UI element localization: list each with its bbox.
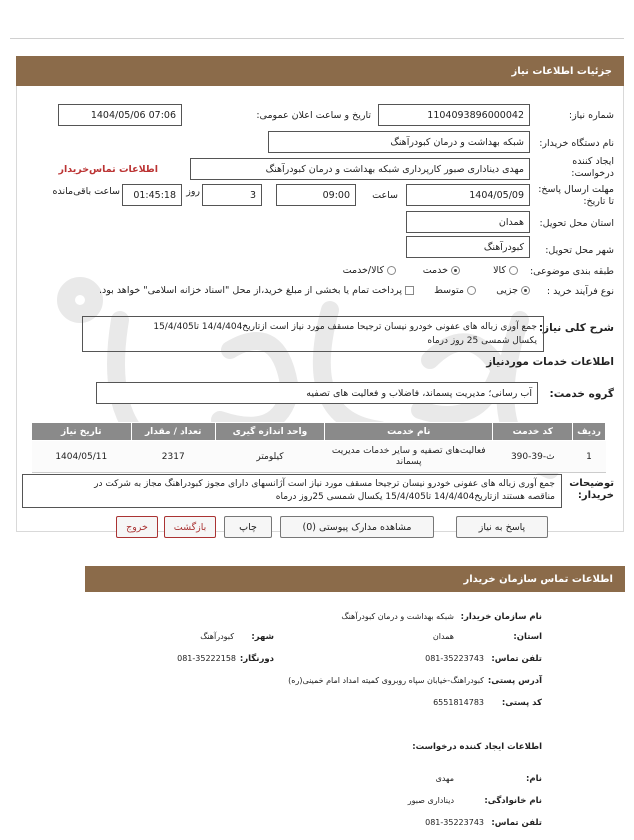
announce-field: 1404/05/06 07:06 xyxy=(58,104,182,126)
service-group-field: آب رسانی؛ مدیریت پسماند، فاضلاب و فعالیت های تصفیه xyxy=(96,382,538,404)
service-qty: 2317 xyxy=(131,441,215,473)
radio-icon xyxy=(467,286,476,295)
radio-icon xyxy=(387,266,396,275)
buyer-notes-line: مناقصه هستند ازتاریخ14/4/404 تا15/4/405 یکسال شمسی 25روز درماه xyxy=(275,492,555,502)
table-row xyxy=(32,441,606,473)
process-option-label: جزیی xyxy=(496,285,518,296)
contact-title: اطلاعات تماس سازمان خریدار xyxy=(463,573,613,585)
top-divider xyxy=(10,38,624,39)
first-name-label: نام: xyxy=(525,774,542,784)
process-option-label: متوسط xyxy=(434,285,464,296)
service-name xyxy=(324,441,492,473)
process-label: نوع فرآیند خرید : xyxy=(546,286,614,297)
attachments-button[interactable]: مشاهده مدارک پیوستی (0) xyxy=(280,516,434,538)
payment-note: پرداخت تمام یا بخشی از مبلغ خرید،از محل "اسناد خزانه اسلامی" خواهد بود. xyxy=(99,285,402,296)
creator-field: مهدی دیناداری صبور کارپرداری شبکه بهداشت و درمان کبودرآهنگ xyxy=(190,158,530,180)
org-value: شبکه بهداشت و درمان کبودرآهنگ xyxy=(341,612,454,621)
service-code: ث-39-390 xyxy=(493,441,573,473)
need-number-label: شماره نیاز: xyxy=(568,110,614,121)
buyer-contact-link[interactable]: اطلاعات تماس‌خریدار xyxy=(58,164,158,175)
contact-province-label: استان: xyxy=(513,632,542,642)
summary-line: یکسال شمسی 25 روز درماه xyxy=(427,336,537,346)
remaining-label: ساعت باقی‌مانده xyxy=(52,186,120,197)
category-option-both[interactable] xyxy=(343,265,396,276)
category-option-service[interactable] xyxy=(423,265,460,276)
city-label: شهر محل تحویل: xyxy=(545,245,614,256)
contact-city-label: شهر: xyxy=(251,632,274,642)
service-group-label: گروه خدمت: xyxy=(549,388,614,400)
category-label: طبقه بندی موضوعی: xyxy=(529,266,614,277)
payment-option[interactable] xyxy=(99,285,414,296)
category-option-label: کالا xyxy=(493,265,506,276)
creator-phone-value: 081-35223743 xyxy=(425,818,484,827)
page-header xyxy=(16,56,624,86)
postal-label: کد پستی: xyxy=(501,698,542,708)
last-name-value: دیناداری صبور xyxy=(407,796,454,805)
deadline-time-label: ساعت xyxy=(372,190,398,201)
last-name-label: نام خانوادگی: xyxy=(484,796,542,806)
column-header: واحد اندازه گیری xyxy=(215,423,324,441)
print-button[interactable]: چاپ xyxy=(224,516,272,538)
buyer-field: شبکه بهداشت و درمان کبودرآهنگ xyxy=(268,131,530,153)
process-option-medium[interactable] xyxy=(434,285,476,296)
contact-phone-label: تلفن تماس: xyxy=(491,654,542,664)
days-field: 3 xyxy=(202,184,262,206)
column-header: ردیف xyxy=(573,423,606,441)
deadline-date-field: 1404/05/09 xyxy=(406,184,530,206)
row-index: 1 xyxy=(573,441,606,473)
category-option-label: خدمت xyxy=(422,265,448,276)
service-date: 1404/05/11 xyxy=(32,441,132,473)
need-number-field: 1104093896000042 xyxy=(378,104,530,126)
buyer-label: نام دستگاه خریدار: xyxy=(539,138,614,149)
creator-info-title: اطلاعات ایجاد کننده درخواست: xyxy=(412,742,542,752)
back-button[interactable]: بازگشت xyxy=(164,516,216,538)
address-value: کبودراهنگ-خیابان سپاه روبروی کمیته امداد امام خمینی(ره) xyxy=(288,676,484,685)
buyer-notes-label: توضیحات خریدار: xyxy=(569,478,614,501)
checkbox-icon xyxy=(405,286,414,295)
buyer-notes-box xyxy=(22,474,562,508)
buyer-notes-line: جمع آوری زباله های عفونی خودرو نیسان ترجیحا مسقف مورد نیاز است آژانسهای دارای مجوز کبودراهنگ مجاز به شرکت در xyxy=(94,479,555,489)
fax-value: 081-35222158 xyxy=(177,654,236,663)
reply-button[interactable]: پاسخ به نیاز xyxy=(456,516,548,538)
service-name-line: پسماند xyxy=(395,456,422,467)
column-header: تاریخ نیاز xyxy=(32,423,132,441)
exit-button[interactable]: خروج xyxy=(116,516,158,538)
contact-city-value: کبودرآهنگ xyxy=(200,632,234,641)
remaining-field: 01:45:18 xyxy=(122,184,182,206)
radio-selected-icon xyxy=(451,266,460,275)
services-section-title: اطلاعات خدمات موردنیاز xyxy=(486,356,614,368)
org-label: نام سازمان خریدار: xyxy=(460,612,542,622)
contact-header xyxy=(85,566,625,592)
category-option-label: کالا/خدمت xyxy=(342,265,384,276)
service-unit: کیلومتر xyxy=(215,441,324,473)
service-name-line: فعالیت‌های تصفیه و سایر خدمات مدیریت xyxy=(331,445,486,456)
address-label: آدرس پستی: xyxy=(487,676,542,686)
first-name-value: مهدی xyxy=(435,774,454,783)
page-title: جزئیات اطلاعات نیاز xyxy=(511,65,612,77)
days-label: روز xyxy=(186,186,200,197)
creator-label: ایجاد کننده درخواست: xyxy=(571,156,614,179)
contact-phone-value: 081-35223743 xyxy=(425,654,484,663)
announce-label: تاریخ و ساعت اعلان عمومی: xyxy=(256,110,371,121)
province-label: استان محل تحویل: xyxy=(539,218,614,229)
summary-box xyxy=(82,316,544,352)
radio-selected-icon xyxy=(521,286,530,295)
deadline-label: مهلت ارسال پاسخ: تا تاریخ: xyxy=(538,184,614,207)
summary-label: شرح کلی نیاز: xyxy=(538,322,614,334)
summary-line: جمع آوری زباله های عفونی خودرو نیسان ترجیحا مسقف مورد نیاز است ازتاریخ14/4/404 تا15/4/405 xyxy=(153,322,537,332)
fax-label: دورنگار: xyxy=(239,654,274,664)
contact-province-value: همدان xyxy=(432,632,454,641)
column-header: کد خدمت xyxy=(493,423,573,441)
column-header: نام خدمت xyxy=(324,423,492,441)
postal-value: 6551814783 xyxy=(433,698,484,707)
process-option-minor[interactable] xyxy=(496,285,530,296)
category-option-goods[interactable] xyxy=(493,265,518,276)
city-field: کبودرآهنگ xyxy=(406,236,530,258)
column-header: تعداد / مقدار xyxy=(131,423,215,441)
creator-phone-label: تلفن تماس: xyxy=(491,818,542,828)
deadline-time-field: 09:00 xyxy=(276,184,356,206)
province-field: همدان xyxy=(406,211,530,233)
radio-icon xyxy=(509,266,518,275)
services-table xyxy=(31,422,606,473)
